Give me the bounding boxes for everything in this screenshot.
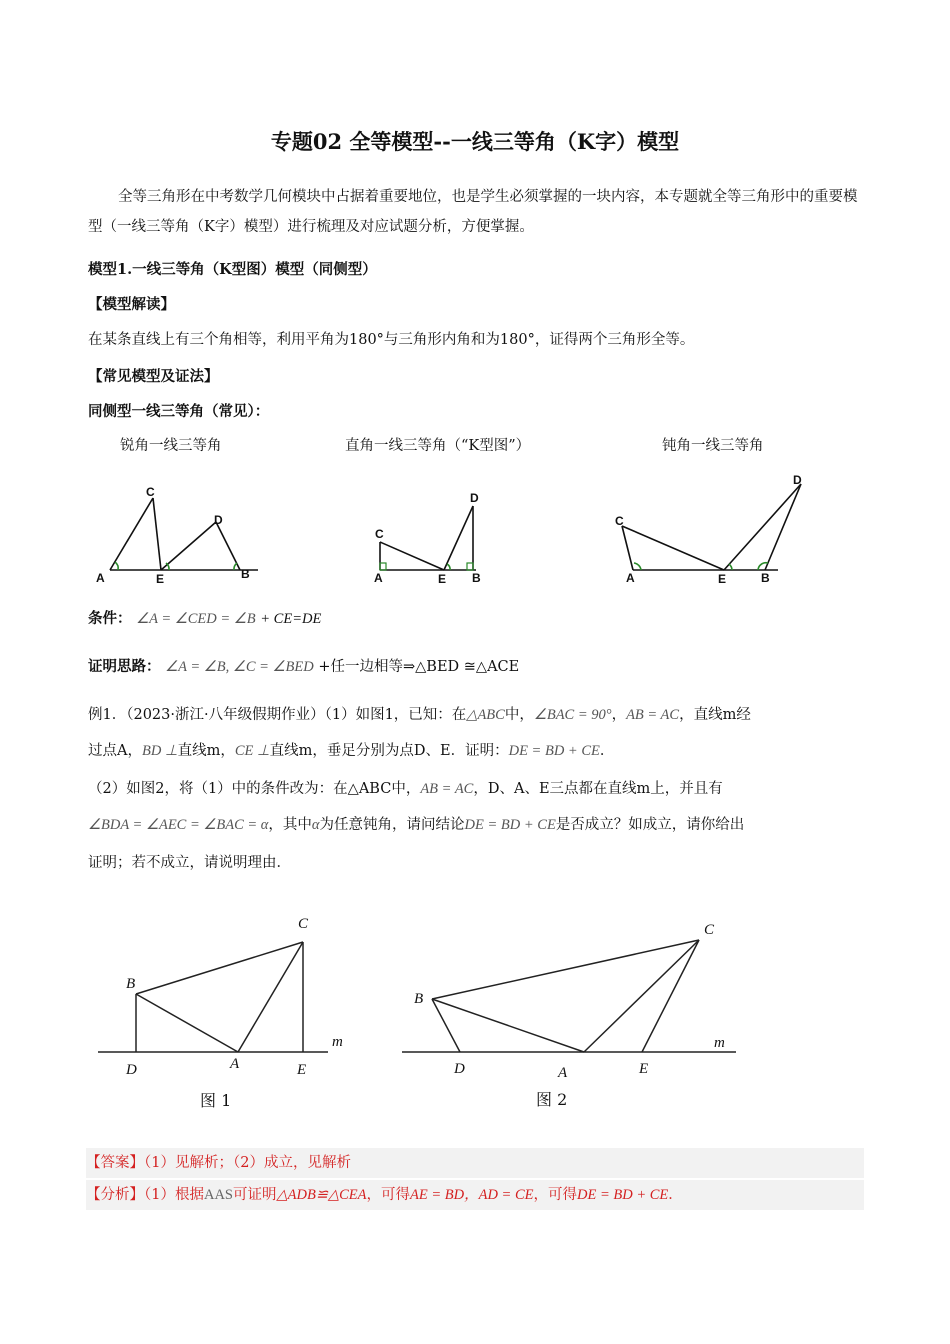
acute-label-c: C [146,485,155,499]
condition-line [88,604,864,634]
condition-math: ∠A = ∠CED = ∠B [136,611,256,627]
fig1-label-m: m [332,1034,343,1050]
obtuse-figure [622,484,801,570]
fig2-label-c: C [704,922,715,938]
example-line-5: 证明；若不成立，请说明理由． [88,855,291,871]
figure-2 [402,940,736,1052]
example-text: ，直线m经 [679,707,751,723]
fig1-label-c: C [298,916,309,932]
analysis-text: 【分析】（1）根据 [86,1187,204,1203]
proof-label: 证明思路： [88,658,161,675]
example-math: DE = BD + CE [464,817,556,833]
answer-box [86,1148,864,1178]
figure-1 [98,942,328,1052]
example-text: 直线m，垂足分别为点D、E．证明： [269,743,509,759]
acute-label-a: A [96,571,105,585]
right-figure [380,506,476,570]
example-line-4 [88,810,864,840]
example-text: 直线m， [177,743,235,759]
example-text: 为任意钝角，请问结论 [319,817,465,833]
example-text: 中， [504,707,534,723]
example-line-1 [88,700,864,730]
analysis-math: AAS [203,1187,233,1203]
right-label-d: D [470,491,479,505]
answer-text: 【答案】（1）见解析；（2）成立，见解析 [86,1155,351,1171]
example-line-2 [88,736,864,766]
example-math: α [311,817,320,833]
caption-acute: 锐角一线三等角 [120,438,222,454]
acute-label-d: D [214,513,223,527]
intro-paragraph: 全等三角形在中考数学几何模块中占据着重要地位，也是学生必须掌握的一块内容，本专题就全等三角形中的重要模型（一线三等角（K字）模型）进行梳理及对应试题分析，方便掌握。 [88,189,858,235]
example-text: 是否成立？如成立，请你给出 [555,817,745,833]
fig1-label-a: A [230,1056,240,1072]
example-text: ． [599,743,615,759]
example-figures [88,900,768,1120]
interpret-heading: 【模型解读】 [88,296,175,313]
fig2-label-b: B [414,991,424,1007]
caption-right: 直角一线三等角（“K型图”） [345,438,531,454]
example-text: （2）如图2，将（1）中的条件改为：在△ABC中， [88,781,421,797]
fig2-label-m: m [714,1035,725,1051]
model-figures [88,470,864,590]
example-math: ∠BAC = 90° [533,707,612,723]
analysis-text: ，可得 [366,1187,411,1203]
common-heading: 【常见模型及证法】 [88,368,219,385]
example-math: BD ⊥ [141,743,178,759]
example-text: ，D、A、E三点都在直线m上，并且有 [473,781,723,797]
right-label-c: C [375,527,384,541]
fig1-label-e: E [297,1062,307,1078]
fig2-label-e: E [639,1061,649,1077]
acute-label-e: E [156,572,165,586]
example-text: 例1．（2023·浙江·八年级假期作业）（1）如图1，已知：在 [88,707,467,723]
example-math: AB = AC [420,781,474,797]
proof-math: ∠A = ∠B, ∠C = ∠BED [165,659,314,675]
acute-label-b: B [241,567,250,581]
analysis-text: ． [668,1187,683,1203]
example-math: DE = BD + CE [508,743,600,759]
example-text: ， [611,707,627,723]
analysis-math: △ADB≌△CEA [276,1187,367,1203]
page-title: 专题02 全等模型--一线三等角（K字）模型 [270,129,680,154]
same-side-heading: 同侧型一线三等角（常见）： [88,403,270,420]
example-text: ，其中 [268,817,312,833]
fig1-caption: 图 1 [200,1091,232,1110]
analysis-math: AE = BD，AD = CE [410,1187,534,1203]
obtuse-label-a: A [626,571,635,585]
right-label-b: B [472,571,481,585]
example-math: ∠BDA = ∠AEC = ∠BAC = α [88,817,269,833]
right-label-e: E [438,572,447,586]
interpret-text: 在某条直线上有三个角相等，利用平角为180°与三角形内角和为180°，证得两个三角形全等。 [88,332,695,348]
model1-heading: 模型1.一线三等角（K型图）模型（同侧型） [88,261,377,278]
analysis-math: DE = BD + CE [577,1187,669,1203]
fig1-label-d: D [126,1062,137,1078]
obtuse-label-c: C [615,514,624,528]
fig2-label-d: D [454,1061,465,1077]
right-label-a: A [374,571,383,585]
proof-line [88,652,864,682]
obtuse-label-b: B [761,571,770,585]
analysis-text: 可证明 [233,1187,277,1203]
obtuse-label-e: E [718,572,727,586]
condition-label: 条件： [88,610,132,627]
example-line-3 [88,774,864,804]
analysis-box [86,1180,864,1210]
condition-tail: + CE=DE [260,611,322,627]
obtuse-label-d: D [793,473,802,487]
example-text: 过点A， [88,743,142,759]
fig2-label-a: A [558,1065,568,1081]
example-math: AB = AC [626,707,680,723]
acute-figure [110,498,258,570]
fig1-label-b: B [126,976,136,992]
analysis-text: ，可得 [533,1187,578,1203]
example-math: △ABC [466,707,505,723]
example-math: CE ⊥ [234,743,270,759]
fig2-caption: 图 2 [536,1090,568,1109]
caption-obtuse: 钝角一线三等角 [662,438,764,454]
proof-tail: +任一边相等⇒△BED ≅△ACE [318,659,520,675]
